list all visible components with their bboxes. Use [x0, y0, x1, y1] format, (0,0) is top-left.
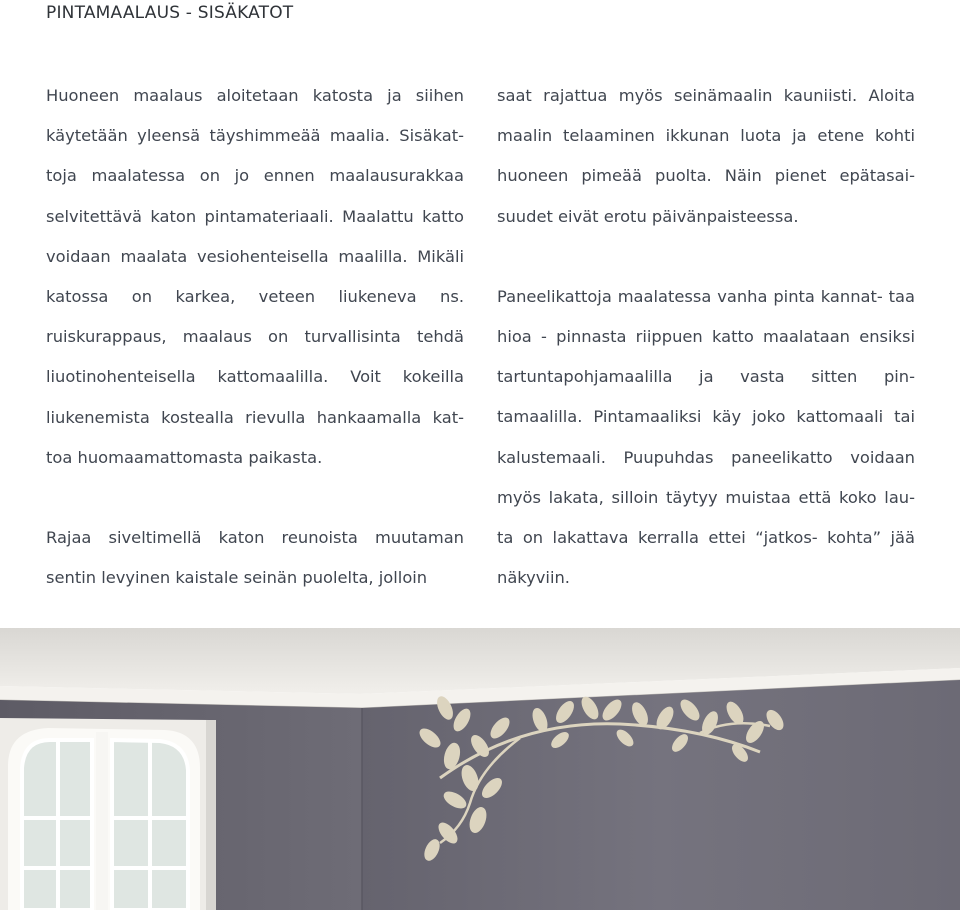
left-paragraph-1: Huoneen maalaus aloitetaan katosta ja siihen käytetään yleensä täyshimmeää maalia. Sisäkat- toja maalatessa on jo ennen maalausurakkaa selvitettävä katon pintamateriaali. Maalattu katto voidaan maalata vesiohenteisella maalilla. Mikäli katossa on karkea, veteen liukeneva ns. ruiskurappaus, maalaus on turvallisinta tehdä liuotinohenteisella kattomaalilla. Voit kokeilla liukenemista kostealla rievulla hankaamalla kat- toa huomaamattomasta paikasta.: [46, 86, 464, 467]
room-illustration: [0, 628, 960, 910]
right-paragraph-1: saat rajattua myös seinämaalin kauniisti. Aloita maalin telaaminen ikkunan luota ja etene kohti huoneen pimeää puolta. Näin pienet epätasai- suudet eivät erotu päivänpaisteessa.: [497, 86, 915, 226]
right-text-column: [497, 76, 915, 598]
room-photo: [0, 628, 960, 910]
window: [0, 718, 216, 910]
page-header: PINTAMAALAUS - SISÄKATOT: [46, 3, 294, 23]
left-paragraph-2: Rajaa siveltimellä katon reunoista muutaman sentin levyinen kaistale seinän puolelta, jolloin: [46, 528, 464, 588]
left-text-column: [46, 76, 464, 598]
right-paragraph-2: Paneelikattoja maalatessa vanha pinta kannat- taa hioa - pinnasta riippuen katto maalataan ensiksi tartuntapohjamaalilla ja vasta sitten pin- tamaalilla. Pintamaaliksi käy joko kattomaali tai kalustemaali. Puupuhdas paneelikatto voidaan myös lakata, silloin täytyy muistaa että koko lau- ta on lakattava kerralla ettei “jatkos- kohta” jää näkyviin.: [497, 286, 915, 588]
